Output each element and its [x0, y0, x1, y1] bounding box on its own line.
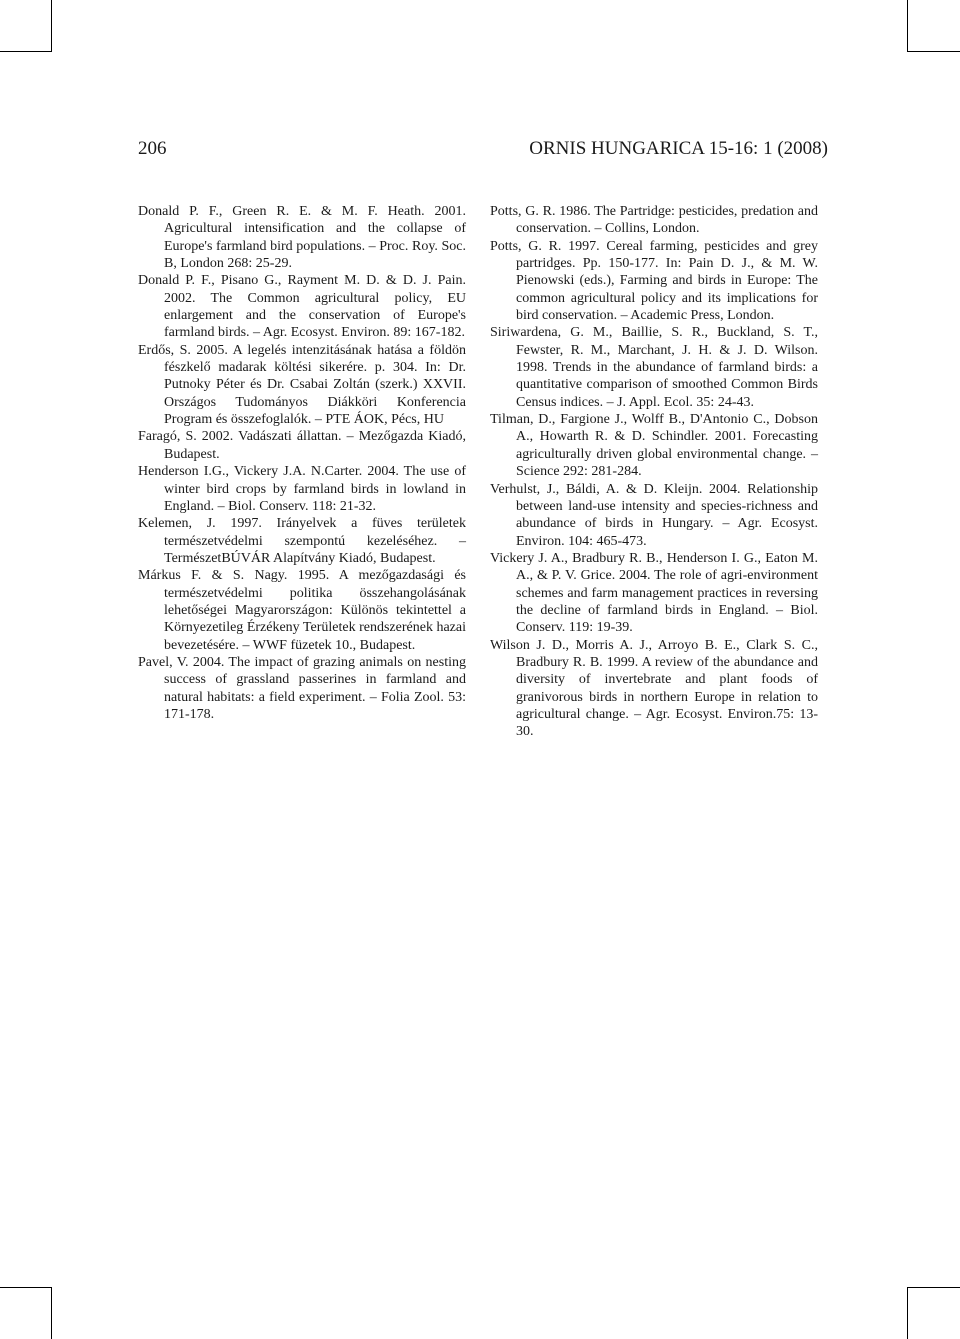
reference-entry: Wilson J. D., Morris A. J., Arroyo B. E., Clark S. C., Bradbury R. B. 1999. A review of the abundance and diversity of invertebrate and plant foods of granivorous birds in northern Europe in relation to agricultural change. – Agr. Ecosyst. Environ.75: 13-30. [490, 637, 818, 740]
reference-entry: Donald P. F., Green R. E. & M. F. Heath. 2001. Agricultural intensification and the collapse of Europe's farmland bird populations. – Proc. Roy. Soc. B, London 268: 25-29. [138, 204, 466, 272]
reference-entry: Henderson I.G., Vickery J.A. N.Carter. 2004. The use of winter bird crops by farmland birds in lowland in England. – Biol. Conserv. 118: 21-32. [138, 464, 466, 514]
crop-mark-top-right-vertical [907, 0, 908, 52]
crop-mark-bottom-left-vertical [51, 1287, 52, 1339]
reference-entry: Márkus F. & S. Nagy. 1995. A mezőgazdasági és természetvédelmi politika összehangolásának lehetőségei Magyarországon: Különös tekintettel a Környezetileg Érzékeny Területek rendszerének hazai bevezetésére. – WWF füzetek 10., Budapest. [138, 568, 466, 653]
running-header [138, 134, 828, 164]
crop-mark-bottom-left-horizontal [0, 1287, 52, 1288]
references-left-column [138, 203, 466, 723]
crop-mark-top-left-horizontal [0, 51, 52, 52]
journal-title: ORNIS HUNGARICA 15-16: 1 (2008) [529, 138, 828, 159]
reference-entry: Kelemen, J. 1997. Irányelvek a füves területek természetvédelmi szempontú kezeléséhez. – TermészetBÚVÁR Alapítvány Kiadó, Budapest. [138, 516, 466, 566]
reference-entry: Donald P. F., Pisano G., Rayment M. D. & D. J. Pain. 2002. The Common agricultural policy, EU enlargement and the conservation of Europe's farmland birds. – Agr. Ecosyst. Environ. 89: 167-182. [138, 273, 466, 341]
page-number: 206 [138, 138, 167, 159]
reference-entry: Erdős, S. 2005. A legelés intenzitásának hatása a földön fészkelő madarak költési sikerére. p. 304. In: Dr. Putnoky Péter és Dr. Csabai Zoltán (szerk.) XXVII. Országos Tudományos Diákköri Konferencia Program és összefoglalók. – PTE ÁOK, Pécs, HU [138, 342, 466, 428]
reference-entry: Potts, G. R. 1986. The Partridge: pesticides, predation and conservation. – Collins, London. [490, 204, 818, 237]
crop-mark-bottom-right-horizontal [907, 1287, 960, 1288]
reference-entry: Verhulst, J., Báldi, A. & D. Kleijn. 2004. Relationship between land-use intensity and species-richness and abundance of birds in Hungary. – Agr. Ecosyst. Environ. 104: 465-473. [490, 481, 818, 549]
reference-entry: Potts, G. R. 1997. Cereal farming, pesticides and grey partridges. Pp. 150-177. In: Pain D. J., & M. W. Pienowski (eds.), Farming and birds in Europe: The common agricultural policy and its implications for bird conservation. – Academic Press, London. [490, 238, 818, 324]
crop-mark-bottom-right-vertical [907, 1287, 908, 1339]
reference-entry: Siriwardena, G. M., Baillie, S. R., Buckland, S. T., Fewster, R. M., Marchant, J. H. & J. D. Wilson. 1998. Trends in the abundance of farmland birds: a quantitative comparison of smoothed Common Birds Census indices. – J. Appl. Ecol. 35: 24-43. [490, 325, 818, 410]
crop-mark-top-right-horizontal [907, 51, 960, 52]
crop-mark-top-left-vertical [51, 0, 52, 52]
reference-entry: Vickery J. A., Bradbury R. B., Henderson I. G., Eaton M. A., & P. V. Grice. 2004. The role of agri-environment schemes and farm management practices in reversing the decline of farmland birds in England. – Biol. Conserv. 119: 19-39. [490, 550, 818, 636]
references-right-column [490, 203, 818, 741]
reference-entry: Pavel, V. 2004. The impact of grazing animals on nesting success of grassland passerines in farmland and natural habitats: a field experiment. – Folia Zool. 53: 171-178. [138, 654, 466, 722]
reference-entry: Tilman, D., Fargione J., Wolff B., D'Antonio C., Dobson A., Howarth R. & D. Schindler. 2001. Forecasting agriculturally driven global environmental change. – Science 292: 281-284. [490, 412, 818, 480]
reference-entry: Faragó, S. 2002. Vadászati állattan. – Mezőgazda Kiadó, Budapest. [138, 429, 466, 462]
